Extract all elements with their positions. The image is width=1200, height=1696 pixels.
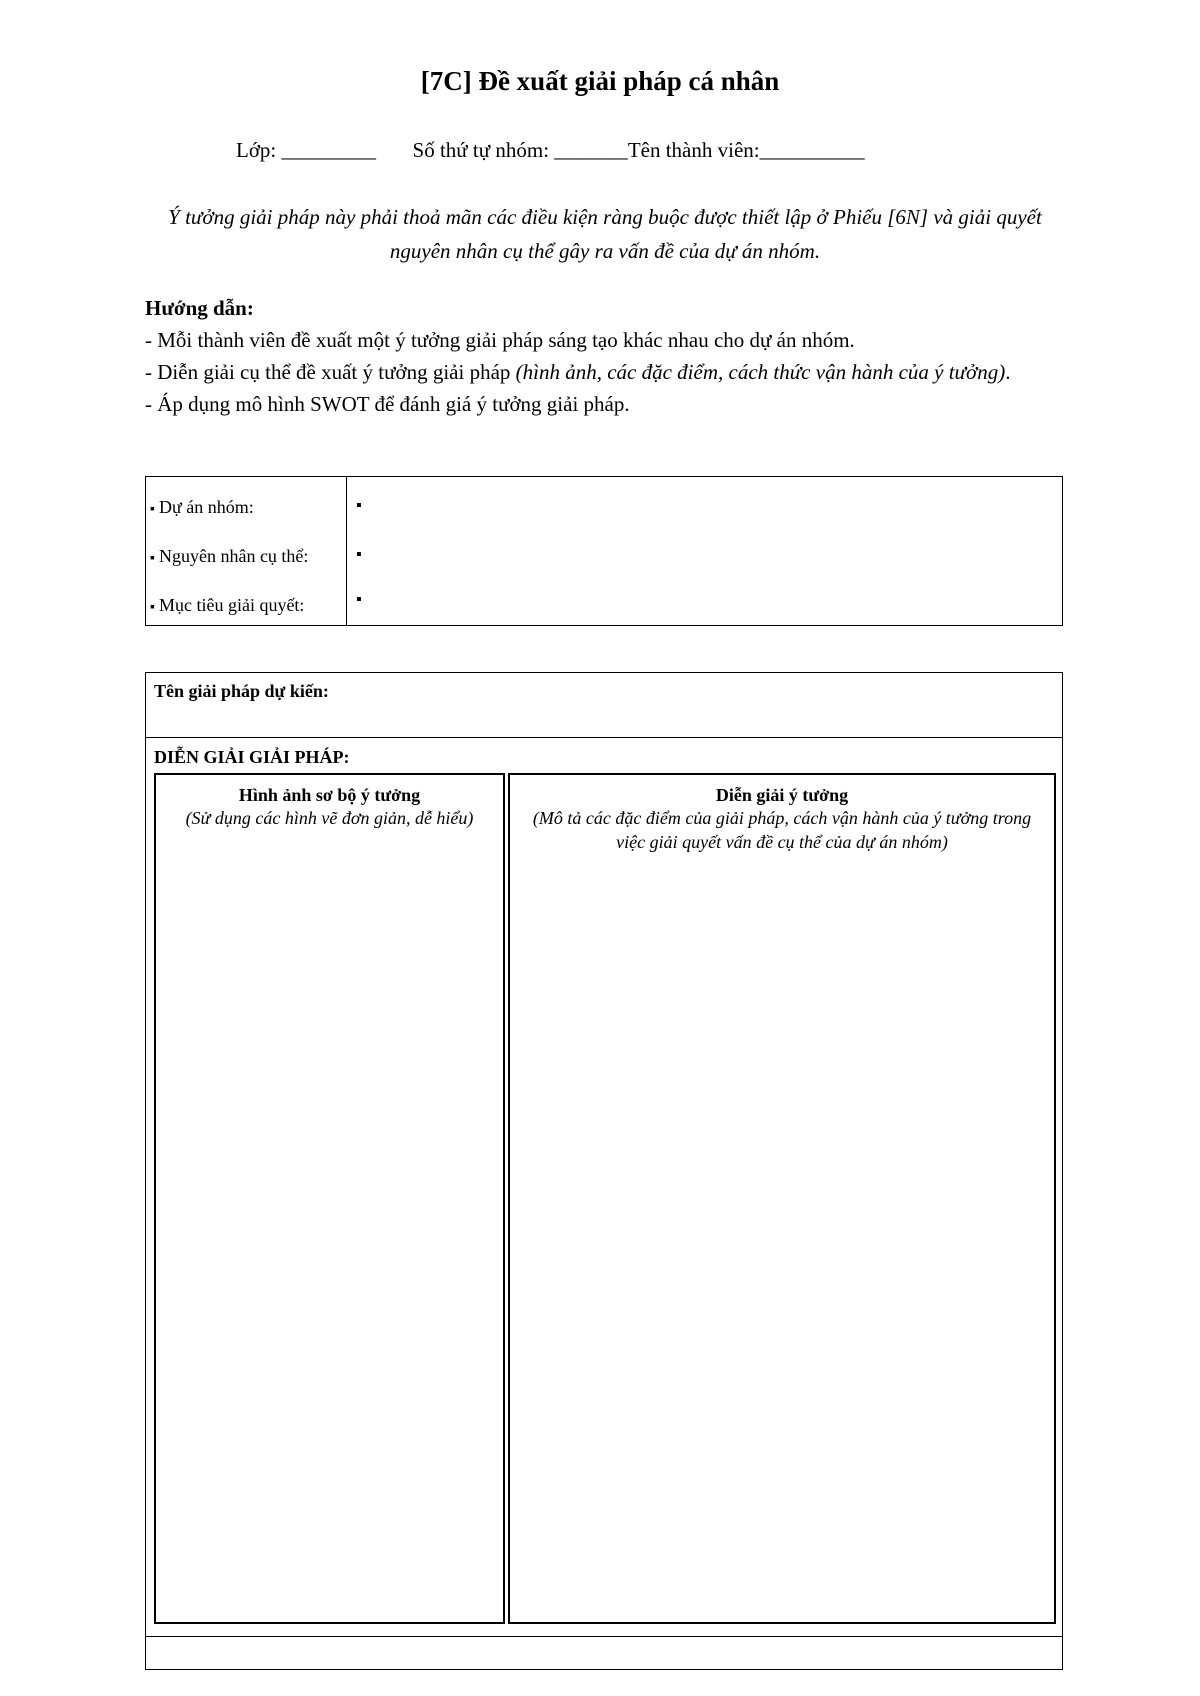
divider <box>146 1636 1062 1637</box>
guide-section <box>145 292 1070 420</box>
sketch-subtitle: (Sử dụng các hình vẽ đơn giản, dễ hiểu) <box>185 808 474 828</box>
cause-value-field[interactable]: ▪ <box>356 546 362 563</box>
info-row-project: ▪ Dự án nhóm: <box>150 497 254 517</box>
class-field[interactable]: Lớp: _________ <box>236 138 377 162</box>
bullet-icon: ▪ <box>150 600 155 615</box>
divider <box>146 737 1062 738</box>
requirement-note: Ý tưởng giải pháp này phải thoả mãn các điều kiện ràng buộc được thiết lập ở Phiếu [6N] và giải quyết nguyên nhân cụ thể gây ra vấn đề của dự án nhóm. <box>168 205 1042 263</box>
page-title: [7C] Đề xuất giải pháp cá nhân <box>420 66 780 96</box>
sketch-box[interactable] <box>154 773 505 1624</box>
group-number-field[interactable]: Số thứ tự nhóm: _______ <box>412 138 628 162</box>
guide-line-2: - Diễn giải cụ thể đề xuất ý tưởng giải pháp (hình ảnh, các đặc điểm, cách thức vận hành của ý tưởng). <box>145 360 1011 384</box>
project-value-field[interactable]: ▪ <box>356 497 362 514</box>
explain-heading: DIỄN GIẢI GIẢI PHÁP: <box>154 747 350 767</box>
bullet-icon: ▪ <box>150 551 155 566</box>
idea-explain-title: Diễn giải ý tưởng <box>715 785 849 805</box>
solution-box <box>145 672 1063 1670</box>
idea-explain-subtitle: (Mô tả các đặc điểm của giải pháp, cách vận hành của ý tưởng trong việc giải quyết vấn đề cụ thể của dự án nhóm) <box>532 808 1032 852</box>
goal-value-field[interactable]: ▪ <box>356 591 362 608</box>
idea-explain-box[interactable] <box>508 773 1056 1624</box>
guide-heading: Hướng dẫn: <box>145 296 254 320</box>
solution-name-label: Tên giải pháp dự kiến: <box>154 681 329 701</box>
bullet-icon: ▪ <box>150 502 155 517</box>
meta-line <box>236 138 865 163</box>
member-name-field[interactable]: Tên thành viên:__________ <box>627 138 865 162</box>
info-row-cause: ▪ Nguyên nhân cụ thể: <box>150 546 309 566</box>
guide-line-3: - Áp dụng mô hình SWOT để đánh giá ý tưởng giải pháp. <box>145 392 630 416</box>
project-info-table <box>145 476 1063 626</box>
sketch-title: Hình ảnh sơ bộ ý tưởng <box>238 785 421 805</box>
info-row-goal: ▪ Mục tiêu giải quyết: <box>150 595 305 615</box>
guide-line-1: - Mỗi thành viên đề xuất một ý tưởng giải pháp sáng tạo khác nhau cho dự án nhóm. <box>145 328 855 352</box>
